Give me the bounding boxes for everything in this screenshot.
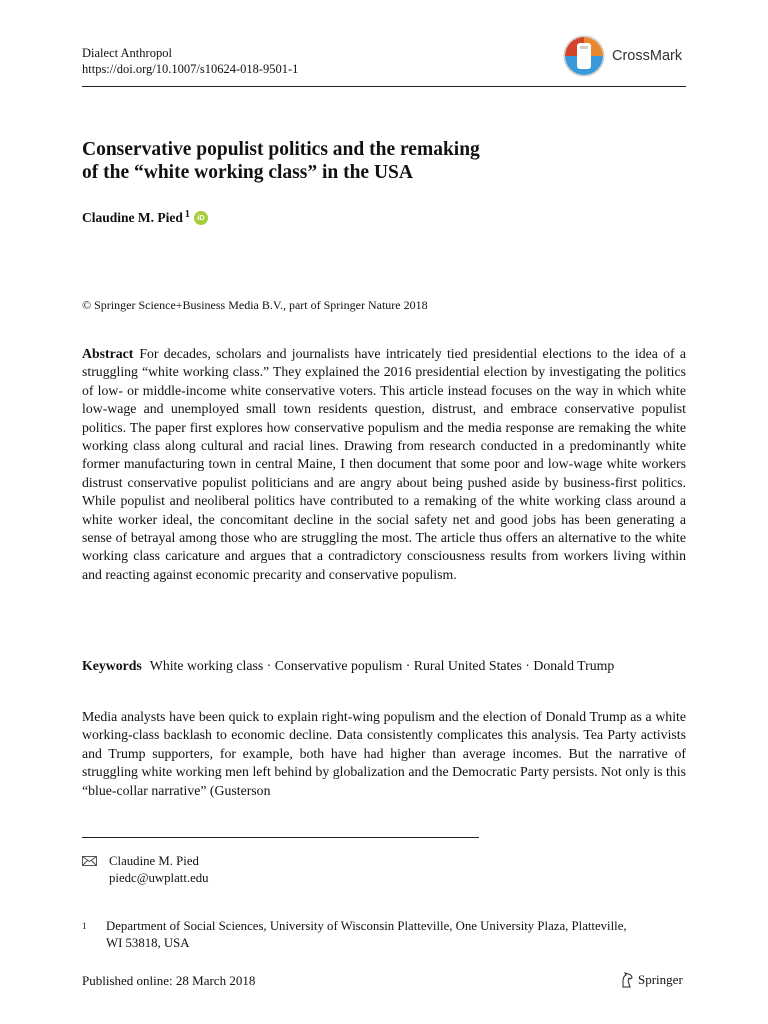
journal-name: Dialect Anthropol: [82, 46, 172, 60]
author-affiliation-marker: 1: [184, 208, 190, 220]
springer-horse-icon: [620, 972, 634, 988]
crossmark-badge[interactable]: [562, 34, 682, 78]
copyright-text: Springer Science+Business Media B.V., part of Springer Nature 2018: [94, 298, 428, 312]
journal-header: [82, 45, 298, 77]
springer-label: Springer: [638, 972, 683, 987]
title-line-1: Conservative populist politics and the remaking: [82, 139, 480, 160]
keywords-section: [82, 657, 686, 675]
copyright-line: [82, 298, 428, 313]
abstract-label: Abstract: [82, 346, 134, 361]
copyright-symbol: ©: [82, 298, 92, 312]
abstract-text: For decades, scholars and journalists have intricately tied presidential elections to the idea of a struggling “white working class.” They explained the 2016 presidential election by investigating the politics of low- or middle-income white conservative voters. This article instead focuses on the way in which white low-wage and unemployed small town residents question, distrust, and embrace conservative populist politics. The paper first explores how conservative populism and the media response are remaking the white working class along cultural and racial lines. Drawing from research conducted in a predominantly white former manufacturing town in central Maine, I then document that some poor and low-wage white workers distrust conservative populist politicians and are angry about being pushed aside by business-first politics. While populist and neoliberal politics have contributed to a remaking of the white working class around a white worker ideal, the concomitant decline in the social safety net and good jobs has been generating a sense of betrayal among those who are struggling the most. The article thus offers an alternative to the white working class caricature and argues that a contradictory consciousness results from workers living within and reacting against economic precarity and conservative populism.: [82, 346, 686, 582]
corr-email[interactable]: piedc@uwplatt.edu: [109, 870, 209, 885]
corr-name: Claudine M. Pied: [109, 854, 199, 868]
affiliation-number: 1: [82, 921, 87, 931]
footnote-rule: [82, 837, 479, 838]
crossmark-label: CrossMark: [612, 48, 683, 64]
header-rule: [82, 86, 686, 87]
author-line: [82, 210, 208, 226]
springer-logo: [620, 972, 683, 988]
intro-paragraph: Media analysts have been quick to explain right-wing populism and the election of Donald Trump as a white working-class backlash to economic decline. Data consistently complicates this analysis. Tea Party activists and Trump supporters, for example, both have had higher than average incomes. But the narrative of struggling white working men left behind by globalization and the Democratic Party persists. Not only is this “blue-collar narrative” (Gusterson: [82, 709, 686, 798]
article-title: [82, 138, 686, 184]
affiliation-line-2: WI 53818, USA: [106, 935, 190, 950]
orcid-icon[interactable]: iD: [194, 211, 208, 225]
corresponding-author: [82, 853, 209, 886]
abstract-section: [82, 345, 686, 584]
keywords-label: Keywords: [82, 658, 142, 673]
affiliation-line-1: Department of Social Sciences, University of Wisconsin Platteville, One University Plaza, Platteville,: [106, 919, 627, 933]
doi-link[interactable]: https://doi.org/10.1007/s10624-018-9501-1: [82, 62, 299, 76]
affiliation-footnote: [82, 918, 686, 951]
crossmark-icon: [562, 34, 606, 78]
envelope-icon: [82, 856, 97, 866]
published-date: Published online: 28 March 2018: [82, 973, 256, 988]
author-name[interactable]: Claudine M. Pied: [82, 210, 183, 225]
keywords-text: White working class · Conservative populism · Rural United States · Donald Trump: [149, 658, 615, 673]
title-line-2: of the “white working class” in the USA: [82, 162, 413, 183]
